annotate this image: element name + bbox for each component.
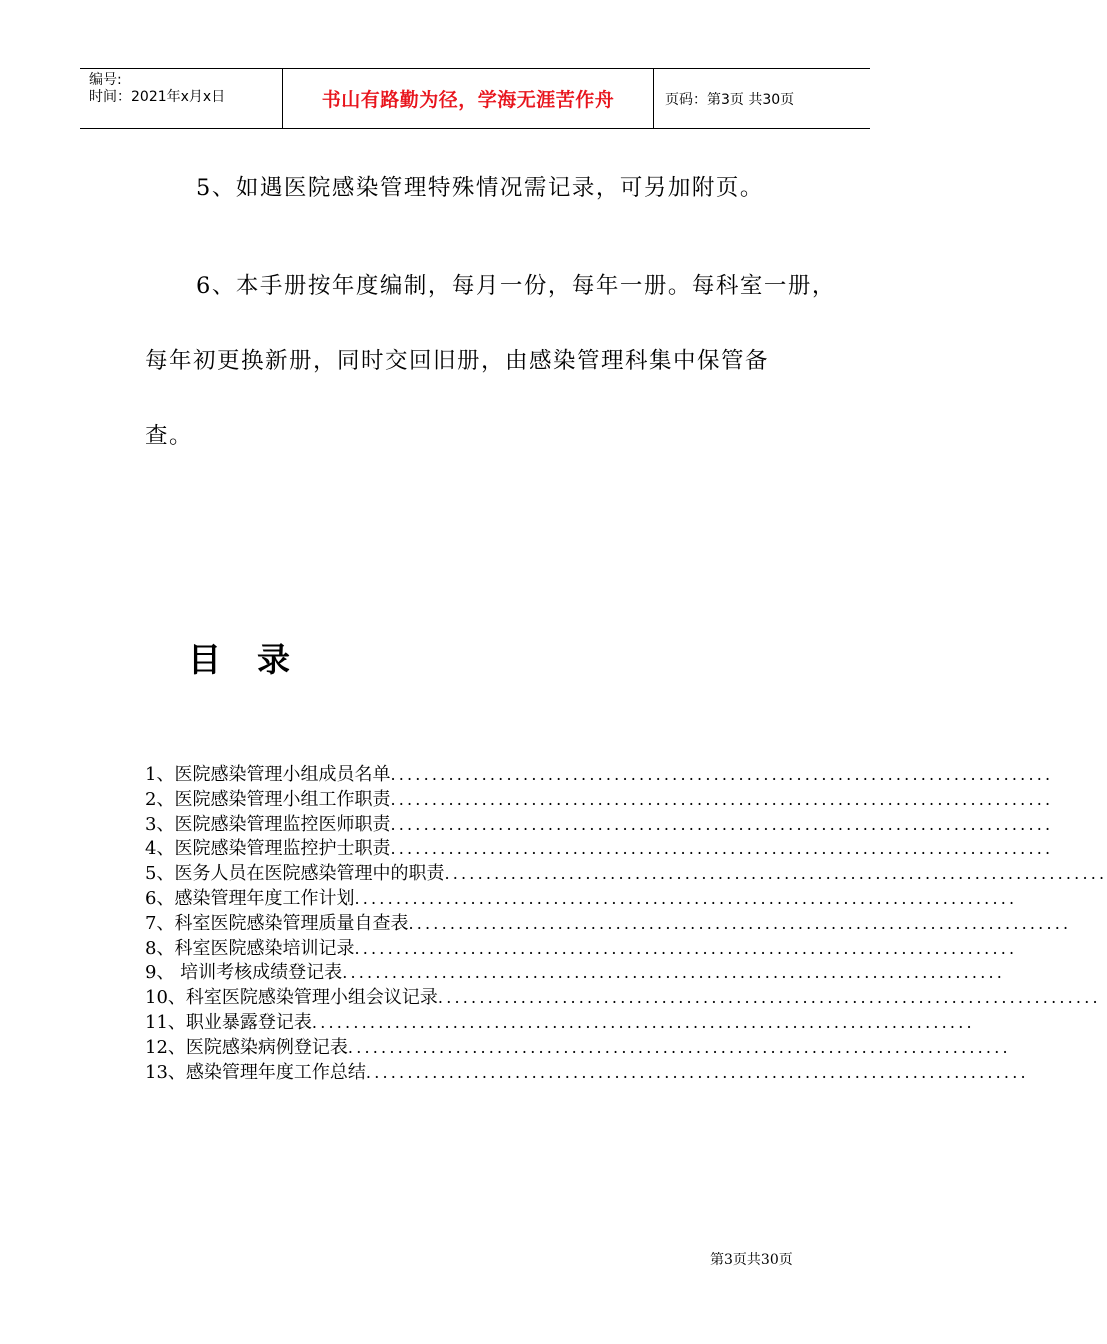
toc-leader-dots: ................................................................................ — [354, 938, 1018, 958]
header-page-number: 页码：第3页 共30页 — [665, 91, 795, 108]
toc-item-label: 11、职业暴露登记表 — [145, 1011, 312, 1033]
toc-leader-dots: ................................................................................ — [390, 765, 1054, 784]
toc-leader-dots: ................................................................................ — [390, 839, 1054, 859]
toc-leader-dots: ................................................................................ — [354, 888, 1018, 908]
toc-item-label: 9、 培训考核成绩登记表 — [145, 962, 343, 984]
toc-leader-dots: ................................................................................ — [444, 864, 1107, 884]
header-motto: 书山有路勤为径，学海无涯苦作舟 — [321, 89, 615, 111]
document-date: 时间：2021年x月x日 — [89, 89, 226, 105]
page-footer: 第3页共30页 — [710, 1252, 793, 1268]
toc-item-label: 10、科室医院感染管理小组会议记录 — [145, 987, 438, 1009]
toc-item — [145, 862, 1107, 887]
toc-item-label: 3、医院感染管理监控医师职责 — [145, 813, 391, 835]
toc-item — [145, 813, 1054, 838]
toc-leader-dots: ................................................................................ — [342, 963, 1006, 983]
toc-item-label: 7、科室医院感染管理质量自查表 — [145, 912, 409, 934]
toc-leader-dots: ................................................................................ — [390, 814, 1054, 834]
toc-item — [145, 961, 1006, 986]
toc-item-label: 2、医院感染管理小组工作职责 — [145, 788, 391, 810]
toc-item — [145, 837, 1054, 862]
toc-item — [145, 1036, 1011, 1061]
toc-leader-dots: ................................................................................ — [408, 913, 1072, 933]
toc-item — [145, 986, 1101, 1011]
table-of-contents — [145, 763, 1107, 1085]
toc-item-label: 12、医院感染病例登记表 — [145, 1036, 348, 1058]
header-page-info — [654, 69, 870, 128]
toc-item-label: 8、科室医院感染培训记录 — [145, 937, 355, 959]
toc-item — [145, 1011, 975, 1036]
document-number-label: 编号: — [89, 72, 122, 88]
paragraph-item-6-line-3: 查。 — [145, 423, 194, 449]
toc-item — [145, 788, 1054, 813]
toc-item-label: 13、感染管理年度工作总结 — [145, 1061, 366, 1083]
toc-leader-dots: ................................................................................ — [311, 1012, 975, 1032]
paragraph-item-6-line-1: 6、本手册按年度编制，每月一份，每年一册。每科室一册， — [196, 273, 836, 299]
toc-item — [145, 912, 1072, 937]
toc-leader-dots: ................................................................................ — [390, 789, 1054, 809]
toc-title: 目录 — [188, 640, 326, 679]
toc-leader-dots: ................................................................................ — [347, 1037, 1011, 1057]
toc-leader-dots: ................................................................................ — [365, 1062, 1029, 1082]
paragraph-item-5: 5、如遇医院感染管理特殊情况需记录，可另加附页。 — [196, 175, 764, 201]
paragraph-item-6-line-2: 每年初更换新册，同时交回旧册，由感染管理科集中保管备 — [145, 348, 770, 374]
toc-item-label: 4、医院感染管理监控护士职责 — [145, 838, 391, 860]
toc-item — [145, 887, 1018, 912]
header-motto-cell — [282, 69, 654, 128]
toc-item-label: 1、医院感染管理小组成员名单 — [145, 764, 391, 785]
toc-leader-dots: ................................................................................ — [437, 988, 1101, 1008]
page-header — [80, 68, 870, 129]
toc-item-label: 6、感染管理年度工作计划 — [145, 887, 355, 909]
toc-item — [145, 937, 1018, 962]
toc-item — [145, 1061, 1029, 1086]
header-meta — [80, 69, 282, 128]
toc-item — [145, 763, 1054, 788]
toc-item-label: 5、医务人员在医院感染管理中的职责 — [145, 863, 445, 885]
